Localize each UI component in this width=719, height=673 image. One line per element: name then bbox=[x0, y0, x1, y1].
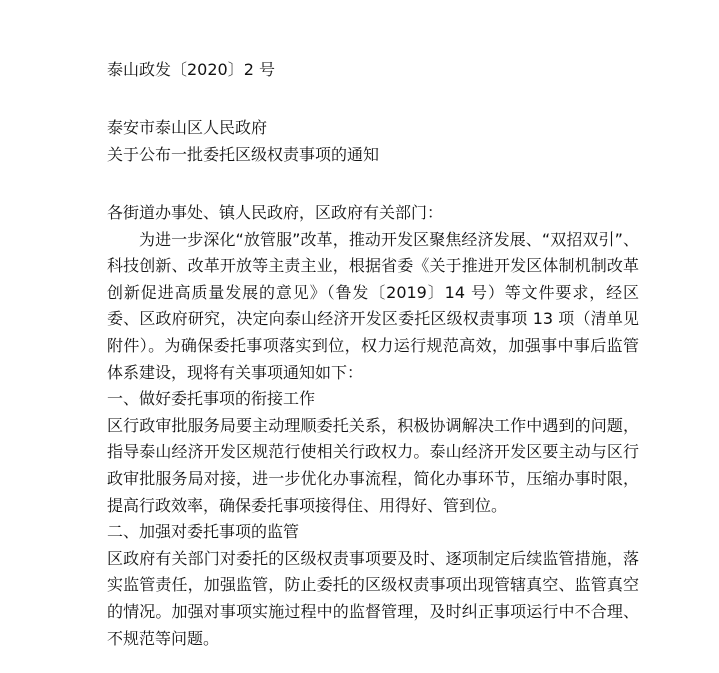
paragraph-section-1: 区行政审批服务局要主动理顺委托关系，积极协调解决工作中遇到的问题，指导泰山经济开发区规范行使相关行政权力。泰山经济开发区要主动与区行政审批服务局对接，进一步优化办事流程，简化办事环节，压缩办事时限，提高行政效率，确保委托事项接得住、用得好、管到位。 bbox=[107, 415, 639, 515]
section-heading-1: 一、做好委托事项的衔接工作 bbox=[107, 389, 316, 409]
section-heading-2: 二、加强对委托事项的监管 bbox=[107, 522, 300, 542]
document-body bbox=[107, 200, 639, 652]
document-number: 泰山政发〔2020〕2 号 bbox=[107, 60, 275, 79]
paragraph-intro: 为进一步深化“放管服”改革，推动开发区聚焦经济发展、“双招双引”、科技创新、改革开放等主责主业，根据省委《关于推进开发区体制机制改革创新促进高质量发展的意见》（鲁发〔2019〕14 号）等文件要求，经区委、区政府研究，决定向泰山经济开发区委托区级权责事项 13 项（清单见附件）。为确保委托事项落实到位，权力运行规范高效，加强事中事后监管体系建设，现将有关事项通知如下： bbox=[107, 229, 639, 382]
issuer-name: 泰安市泰山区人民政府 bbox=[107, 118, 268, 137]
document-title: 关于公布一批委托区级权责事项的通知 bbox=[107, 145, 380, 164]
paragraph-section-2: 区政府有关部门对委托的区级权责事项要及时、逐项制定后续监管措施，落实监管责任，加强监管，防止委托的区级权责事项出现管辖真空、监管真空的情况。加强对事项实施过程中的监督管理，及时纠正事项运行中不合理、不规范等问题。 bbox=[107, 548, 639, 648]
addressee-line: 各街道办事处、镇人民政府，区政府有关部门： bbox=[107, 203, 444, 222]
